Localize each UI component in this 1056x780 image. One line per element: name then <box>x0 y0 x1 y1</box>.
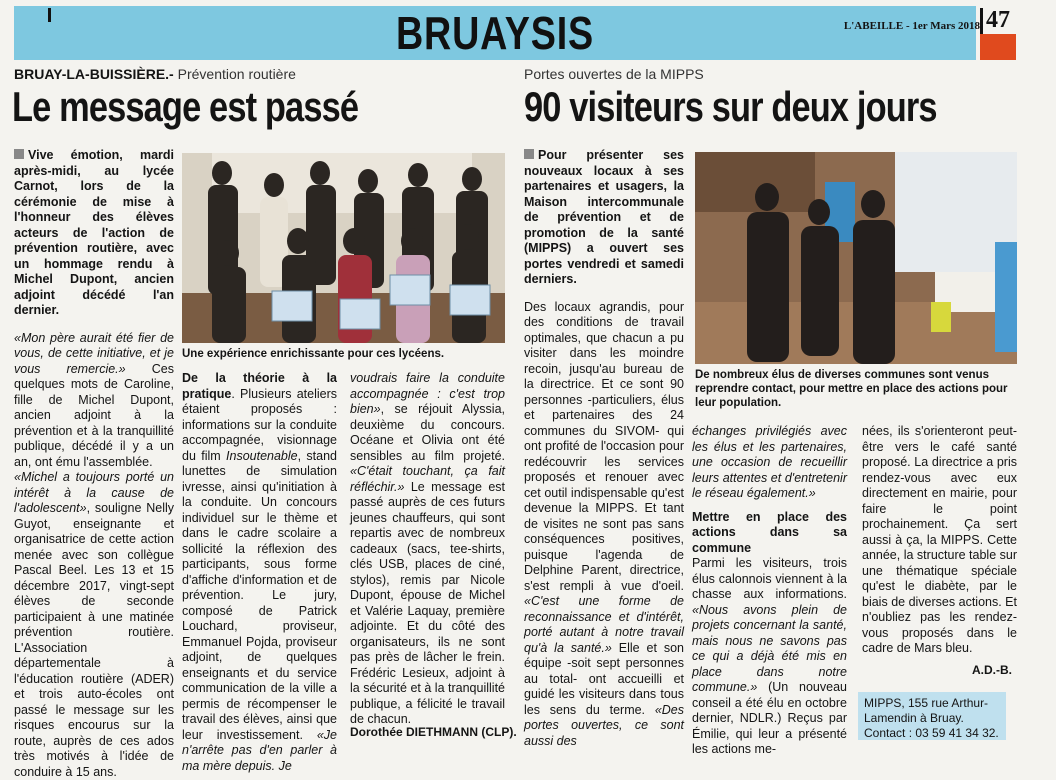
publication-info <box>760 20 980 32</box>
article1-kicker <box>14 66 296 82</box>
article1-column-2 <box>182 371 337 774</box>
page-number-rule <box>980 8 983 34</box>
article1-column-1 <box>14 148 174 780</box>
article2-photo-caption: De nombreux élus de diverses communes sont venus reprendre contact, pour mettre en place des actions pour leur population. <box>695 369 1008 409</box>
section-title: BRUAYSIS <box>395 7 595 59</box>
article2-byline: A.D.-B. <box>972 663 1012 677</box>
article2-column-1-text: Des locaux agrandis, pour des conditions de travail optimales, que chacun a pu visiter dans les moindre recoin, jusqu'au bureau de la directrice. Et ce sont 90 personnes -particuliers, élus et partenaires des 24 communes du SIVOM- qui ont profité de l'occasion pour redécouvrir les services proposés et renouer avec cet outil indispensable qu'est devenue la MIPPS. Et tant de visites ne sont pas sans conséquences positives, puisque l'agenda de Delphine Parent, directrice, s'est rempli à vue d'oeil. «C'est une forme de reconnaissance et d'intérêt, porté autant à notre travail qu'à la santé.» Elle et son équipe -soit sept personnes au total- ont accueilli et guidé les visiteurs dans tous les sens du terme. «Des portes ouvertes, ce sont aussi des <box>524 299 685 748</box>
article1-kicker-topic: Prévention routière <box>177 66 296 82</box>
article1-paragraph-1: «Mon père aurait été fier de vous, de cette initiative, et je vous remercie.» Ces quelques mots de Caroline, fille de Michel Dupont, ancien adjoint à la prévention et à la tranquillité publique, décédé il y a un an, ont ému l'assemblée. <box>14 330 174 469</box>
article2-lead: Pour présenter ses nouveaux locaux à ses partenaires et usagers, la Maison intercommunale de prévention et de promotion de la santé (MIPPS) a ouvert ses portes vendredi et samedi derniers. <box>524 148 684 286</box>
article2-column-2 <box>692 424 847 758</box>
article2-quote: échanges privilégiés avec les élus et les partenaires, une occasion de recueillir leurs attentes et d'entretenir le réseau également.» <box>692 424 847 500</box>
article1-column-3-text: voudrais faire la conduite accompagnée : c'est trop bien», se réjouit Alyssia, deuxième du concours. Océane et Olivia ont été sensibles au film projeté. «C'était touchant, ça fait réfléchir.» Le message est passé auprès de ces futurs jeunes chauffeurs, qui sont repartis avec de nombreux cadeaux (sacs, tee-shirts, clés USB, places de ciné, stylos), remis par Nicole Dupont, épouse de Michel et Valérie Laquay, première adjointe. Et du côté des organisateurs, ils ne sont pas près de lâcher le frein. Frédéric Lesieux, adjoint à la sécurité et à la tranquillité publique, a félicité le travail de chacun. <box>350 371 505 726</box>
page-number <box>980 6 1016 34</box>
accent-block <box>980 34 1016 60</box>
article2-column-2-text: Parmi les visiteurs, trois élus calonnois viennent à la chasse aux informations. «Nous avons plein de projets concernant la santé, mais nous ne savons pas ce qui a déjà été mis en place dans notre commune.» (Un nouveau conseil a été élu en octobre dernier, NDLR.) Reçus par Émilie, qui leur a présenté les actions me- <box>692 556 847 756</box>
students-group-photo <box>182 153 505 343</box>
article2-headline: 90 visiteurs sur deux jours <box>524 84 937 131</box>
article1-byline: Dorothée DIETHMANN (CLP). <box>350 725 517 739</box>
article1-photo-caption: Une expérience enrichissante pour ces lycéens. <box>182 348 445 360</box>
publication-name: L'ABEILLE <box>843 20 904 32</box>
article2-subhead: Mettre en place des actions dans sa commune <box>692 509 847 555</box>
article2-column-3 <box>862 424 1017 657</box>
bullet-square-icon <box>524 149 534 159</box>
bullet-square-icon <box>14 149 24 159</box>
article2-photo <box>695 152 1017 364</box>
article2-column-3-text: nées, ils s'orienteront peut-être vers le café santé proposé. La directrice a pris rendez-vous avec eux directement en mairie, pour faire le point prochainement. Ça sert aussi à ça, la MIPPS. Cette année, la structure table sur une thématique spéciale qu'est le diabète, par le biais de diverses actions. Et n'oubliez pas les rendez-vous proposés dans le cadre de Mars bleu. <box>862 424 1017 655</box>
visitors-photo <box>695 152 1017 364</box>
bleed-through-text <box>975 70 1035 93</box>
banner-tick <box>48 8 51 22</box>
contact-address: MIPPS, 155 rue Arthur-Lamendin à Bruay. <box>864 696 989 725</box>
publication-date: - 1er Mars 2018 <box>905 20 980 32</box>
article1-column-2-text: De la théorie à la pratique. Plusieurs ateliers étaient proposés : informations sur la conduite accompagnée, visionnage du film Insoutenable, stand lunettes de simulation ivresse, ainsi qu'initiation à la conduite. Un concours individuel sur le thème et dans le cadre scolaire a sollicité la réflexion des participants, sous forme d'affiche d'information et de prévention. Le jury, composé de Patrick Louchard, proviseur, Emmanuel Pojda, proviseur adjoint, de quelques enseignants et du service communication de la ville a permis de récompenser le travail des élèves, ainsi que leur investissement. «Je n'arrête pas d'en parler à ma mère depuis. Je <box>182 371 337 773</box>
article1-subhead: De la théorie à la pratique <box>182 371 337 401</box>
article1-paragraph-2: «Michel a toujours porté un intérêt à la cause de l'adolescent», souligne Nelly Guyot, enseignante et organisatrice de cette action menée avec son collègue Pascal Beel. Les 13 et 15 décembre 2017, vingt-sept élèves de seconde participaient à une matinée prévention routière. L'Association départementale à l'éducation routière (ADER) et trois auto-écoles ont passé le message sur les risques encourus sur la route, auprès de ces ados très motivés à l'idée de conduire à 15 ans. <box>14 470 174 779</box>
article2-column-1 <box>524 148 684 749</box>
article1-headline: Le message est passé <box>12 84 359 131</box>
page-number-text: 47 <box>986 7 1010 33</box>
article2-kicker: Portes ouvertes de la MIPPS <box>524 66 704 82</box>
article1-kicker-place: BRUAY-LA-BUISSIÈRE.- <box>14 66 174 82</box>
contact-box <box>858 692 1006 740</box>
article1-photo <box>182 153 505 343</box>
article1-column-3 <box>350 371 505 728</box>
contact-phone: Contact : 03 59 41 34 32. <box>864 726 999 740</box>
article1-lead: Vive émotion, mardi après-midi, au lycée Carnot, lors de la cérémonie de mise à l'honneur des élèves acteurs de l'action de prévention routière, avec un hommage rendu à Michel Dupont, ancien adjoint décédé l'an dernier. <box>14 148 174 317</box>
section-banner <box>14 6 976 60</box>
